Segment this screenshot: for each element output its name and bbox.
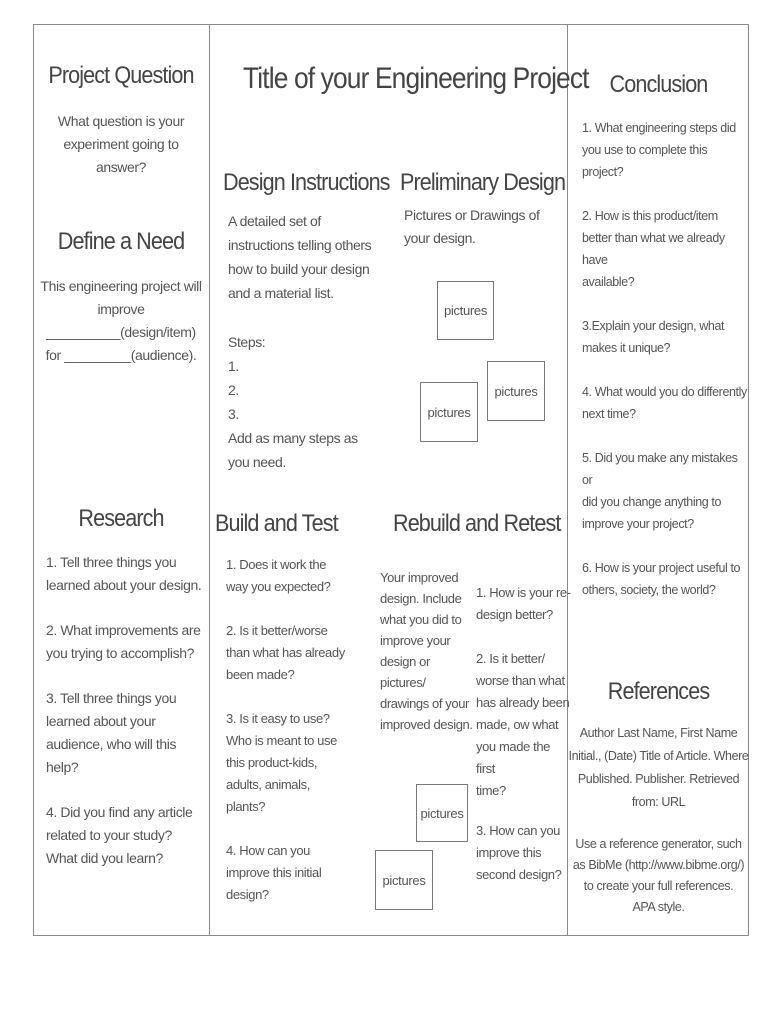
define-need-text: This engineering project will improve __________(design/item) for _________(audience). (40, 278, 202, 363)
research-list (46, 551, 202, 892)
steps-footer: Add as many steps as you need. (228, 430, 358, 470)
page-title: Title of your Engineering Project (243, 62, 589, 95)
conclusion-item: 4. What would you do differently next time? (582, 385, 747, 421)
build-test-heading: Build and Test (215, 510, 338, 537)
rebuild-retest-text: Your improved design. Include what you did to improve your design or pictures/ drawings of your improved design. (380, 570, 473, 732)
research-item: 2. What improvements are you trying to accomplish? (46, 622, 201, 661)
build-test-item: 2. Is it better/worse than what has already been made? (226, 623, 345, 682)
conclusion-heading: Conclusion (609, 71, 708, 98)
project-question-heading: Project Question (48, 62, 194, 89)
picture-placeholder: pictures (375, 850, 433, 910)
build-test-item: 1. Does it work the way you expected? (226, 557, 331, 594)
references-generator-note: Use a reference generator, such as BibMe (http://www.bibme.org/) to create your full references. APA style. (572, 837, 745, 914)
step-item: 3. (228, 406, 239, 422)
design-steps (228, 330, 358, 474)
rebuild-item: 1. How is your re- design better? (476, 585, 571, 622)
design-instructions-heading: Design Instructions (223, 169, 390, 196)
references-citation-format: Author Last Name, First Name Initial., (Date) Title of Article. Where Published. Publisher. Retrieved from: URL (568, 726, 749, 809)
picture-placeholder: pictures (420, 382, 478, 442)
research-item: 4. Did you find any article related to your study? What did you learn? (46, 804, 193, 866)
conclusion-item: 3.Explain your design, what makes it unique? (582, 319, 725, 355)
column-divider-left (209, 24, 210, 936)
conclusion-item: 1. What engineering steps did you use to complete this project? (582, 121, 736, 179)
preliminary-design-heading: Preliminary Design (400, 169, 566, 196)
research-item: 3. Tell three things you learned about your audience, who will this help? (46, 690, 177, 775)
rebuild-item: 3. How can you improve this second design? (476, 823, 562, 882)
build-test-list (226, 554, 366, 928)
build-test-item: 4. How can you improve this initial design? (226, 843, 322, 902)
rebuild-retest-list (476, 582, 571, 908)
build-test-item: 3. Is it easy to use? Who is meant to use this product-kids, adults, animals, plants? (226, 711, 337, 814)
step-item: 2. (228, 382, 239, 398)
references-heading: References (607, 678, 710, 705)
picture-placeholder: pictures (487, 361, 545, 421)
conclusion-list (582, 117, 747, 623)
conclusion-item: 2. How is this product/item better than what we already have available? (582, 209, 725, 289)
picture-placeholder: pictures (437, 281, 494, 340)
rebuild-retest-heading: Rebuild and Retest (393, 510, 561, 537)
project-question-text: What question is your experiment going to answer? (57, 113, 185, 175)
conclusion-item: 5. Did you make any mistakes or did you change anything to improve your project? (582, 451, 738, 531)
define-need-heading: Define a Need (57, 228, 185, 255)
preliminary-design-text: Pictures or Drawings of your design. (404, 207, 540, 246)
picture-placeholder: pictures (416, 784, 468, 842)
conclusion-item: 6. How is your project useful to others, society, the world? (582, 561, 741, 597)
steps-label: Steps: (228, 334, 266, 350)
rebuild-item: 2. Is it better/ worse than what has already been made, ow what you made the first time? (476, 651, 570, 798)
research-item: 1. Tell three things you learned about your design. (46, 554, 202, 593)
design-instructions-text: A detailed set of instructions telling others how to build your design and a material list. (228, 213, 372, 301)
research-heading: Research (78, 505, 164, 532)
step-item: 1. (228, 358, 239, 374)
